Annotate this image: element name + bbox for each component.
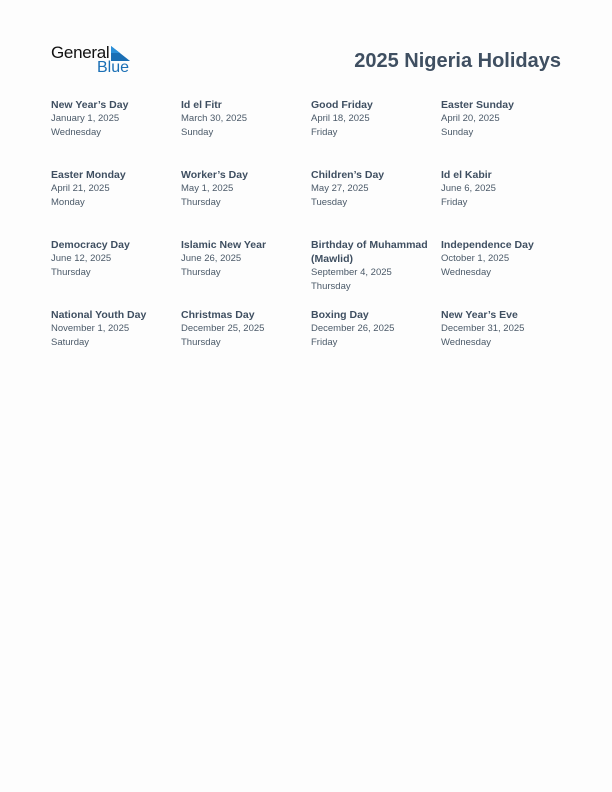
holiday-weekday: Saturday	[51, 336, 90, 348]
holiday-date: December 26, 2025	[311, 323, 395, 334]
holiday-grid	[51, 98, 571, 378]
holiday-date: June 26, 2025	[181, 253, 242, 264]
holiday-name: Birthday of Muhammad (Mawlid)	[311, 239, 428, 265]
holiday-name: Easter Monday	[51, 169, 126, 181]
holiday-name: Id el Fitr	[181, 99, 222, 111]
holiday-date: April 20, 2025	[441, 113, 500, 124]
holiday-name: Christmas Day	[181, 309, 255, 321]
holiday-name: Worker’s Day	[181, 169, 248, 181]
holiday-weekday: Wednesday	[441, 336, 491, 348]
holiday-date: December 25, 2025	[181, 323, 265, 334]
holiday-name: New Year’s Day	[51, 99, 129, 111]
holiday-weekday: Friday	[311, 126, 338, 138]
holiday-date: May 27, 2025	[311, 183, 369, 194]
holiday-name: New Year’s Eve	[441, 309, 518, 321]
holiday-weekday: Thursday	[181, 196, 221, 208]
holiday-item	[441, 308, 571, 378]
holiday-name: Islamic New Year	[181, 239, 267, 251]
holiday-item	[181, 308, 311, 378]
holiday-date: June 6, 2025	[441, 183, 496, 194]
holiday-name: Id el Kabir	[441, 169, 492, 181]
holiday-weekday: Sunday	[181, 126, 214, 138]
holiday-item	[181, 98, 311, 168]
holiday-date: November 1, 2025	[51, 323, 130, 334]
holiday-item	[311, 308, 441, 378]
holiday-weekday: Tuesday	[311, 196, 348, 208]
holiday-date: March 30, 2025	[181, 113, 248, 124]
holiday-item	[51, 308, 181, 378]
holiday-date: May 1, 2025	[181, 183, 234, 194]
logo-text-general: General	[51, 43, 110, 62]
holiday-name: Boxing Day	[311, 309, 369, 321]
holiday-name: National Youth Day	[51, 309, 147, 321]
holiday-item	[311, 98, 441, 168]
holiday-weekday: Wednesday	[441, 266, 491, 278]
holiday-name: Children’s Day	[311, 169, 385, 181]
holiday-weekday: Friday	[311, 336, 338, 348]
holiday-date: December 31, 2025	[441, 323, 525, 334]
holiday-item	[311, 238, 441, 308]
holiday-weekday: Monday	[51, 196, 85, 208]
holiday-date: April 21, 2025	[51, 183, 110, 194]
page-title: 2025 Nigeria Holidays	[354, 50, 561, 72]
holiday-weekday: Friday	[441, 196, 468, 208]
holiday-name: Easter Sunday	[441, 99, 514, 111]
holiday-weekday: Thursday	[311, 280, 351, 292]
logo-text-blue: Blue	[97, 59, 130, 76]
holiday-item	[51, 238, 181, 308]
holiday-date: April 18, 2025	[311, 113, 370, 124]
holiday-item	[441, 238, 571, 308]
holiday-weekday: Thursday	[51, 266, 91, 278]
holiday-weekday: Sunday	[441, 126, 474, 138]
holiday-weekday: Thursday	[181, 266, 221, 278]
holiday-item	[441, 168, 571, 238]
holiday-date: January 1, 2025	[51, 113, 120, 124]
holiday-item	[311, 168, 441, 238]
holiday-weekday: Wednesday	[51, 126, 101, 138]
holiday-item	[181, 238, 311, 308]
holiday-name: Democracy Day	[51, 239, 130, 251]
holiday-date: September 4, 2025	[311, 267, 392, 278]
holiday-item	[181, 168, 311, 238]
holiday-date: June 12, 2025	[51, 253, 112, 264]
holiday-item	[441, 98, 571, 168]
holiday-weekday: Thursday	[181, 336, 221, 348]
holiday-date: October 1, 2025	[441, 253, 510, 264]
generalblue-logo	[51, 43, 141, 79]
holiday-item	[51, 98, 181, 168]
holiday-item	[51, 168, 181, 238]
holiday-name: Independence Day	[441, 239, 534, 251]
holiday-name: Good Friday	[311, 99, 373, 111]
